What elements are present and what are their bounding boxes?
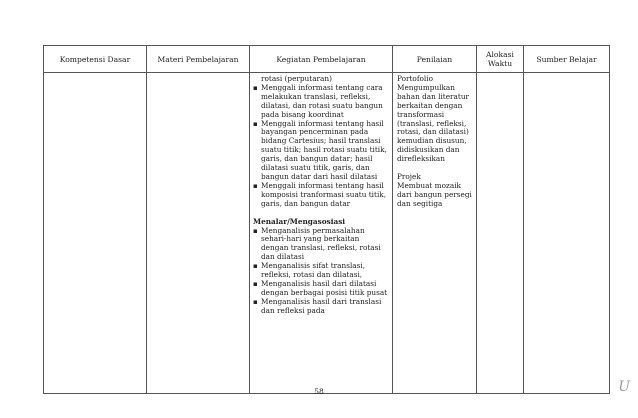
cell-sumber-belajar xyxy=(524,73,610,394)
list-item: ▪ Menggali informasi tentang cara melakukan translasi, refleksi, dilatasi, dan rotasi suatu bangun pada bisang koordinat xyxy=(253,84,389,120)
header-row xyxy=(44,46,610,73)
kegiatan-bullets-1 xyxy=(253,84,389,209)
list-item: ▪ Menggali informasi tentang hasil bayangan pencerminan pada bidang Cartesius; hasil translasi suatu titik; hasil rotasi suatu titik, garis, dan bangun datar; hasil dilatasi suatu titik, garis, dan bangun datar dari hasil dilatasi xyxy=(253,120,389,182)
cell-kompetensi-dasar xyxy=(44,73,147,394)
header-sumber-belajar: Sumber Belajar xyxy=(524,46,610,73)
continued-line: rotasi (perputaran) xyxy=(261,74,332,83)
kegiatan-bullets-2 xyxy=(253,227,389,316)
section-heading: Menalar/Mengasosiasi xyxy=(253,216,346,226)
list-item: ▪ Menganalisis permasalahan sehari-hari yang berkaitan dengan translasi, refleksi, rotasi dan dilatasi xyxy=(253,227,389,263)
cell-kegiatan-pembelajaran xyxy=(250,73,393,394)
header-kompetensi-dasar: Kompetensi Dasar xyxy=(44,46,147,73)
cell-penilaian xyxy=(393,73,477,394)
list-item: ▪ Menganalisis hasil dari dilatasi dengan berbagai posisi titik pusat xyxy=(253,280,389,298)
list-item: ▪ Menggali informasi tentang hasil komposisi tranformasi suatu titik, garis, dan bangun datar xyxy=(253,182,389,209)
list-item: ▪ Menganalisis hasil dari translasi dan refleksi pada xyxy=(253,298,389,316)
portofolio-text: Mengumpulkan bahan dan literatur berkaitan dengan transformasi (translasi, refleksi, rotasi, dan dilatasi) kemudian disusun, didiskusikan dan direfleksikan xyxy=(397,82,470,164)
projek-text: Membuat mozaik dari bangun persegi dan segitiga xyxy=(397,180,472,208)
header-kegiatan-pembelajaran: Kegiatan Pembelajaran xyxy=(250,46,393,73)
list-item: ▪ Menganalisis sifat translasi, refleksi, rotasi dan dilatasi, xyxy=(253,262,389,280)
header-penilaian: Penilaian xyxy=(393,46,477,73)
header-alokasi-waktu: Alokasi Waktu xyxy=(477,46,524,73)
logo-icon: U xyxy=(618,379,630,395)
portofolio-title: Portofolio xyxy=(397,74,433,83)
syllabus-table xyxy=(43,45,610,394)
table-row xyxy=(44,73,610,394)
header-materi-pembelajaran: Materi Pembelajaran xyxy=(147,46,250,73)
cell-materi-pembelajaran xyxy=(147,73,250,394)
projek-title: Projek xyxy=(397,172,421,182)
page-number: 58 xyxy=(314,387,324,396)
cell-alokasi-waktu xyxy=(477,73,524,394)
